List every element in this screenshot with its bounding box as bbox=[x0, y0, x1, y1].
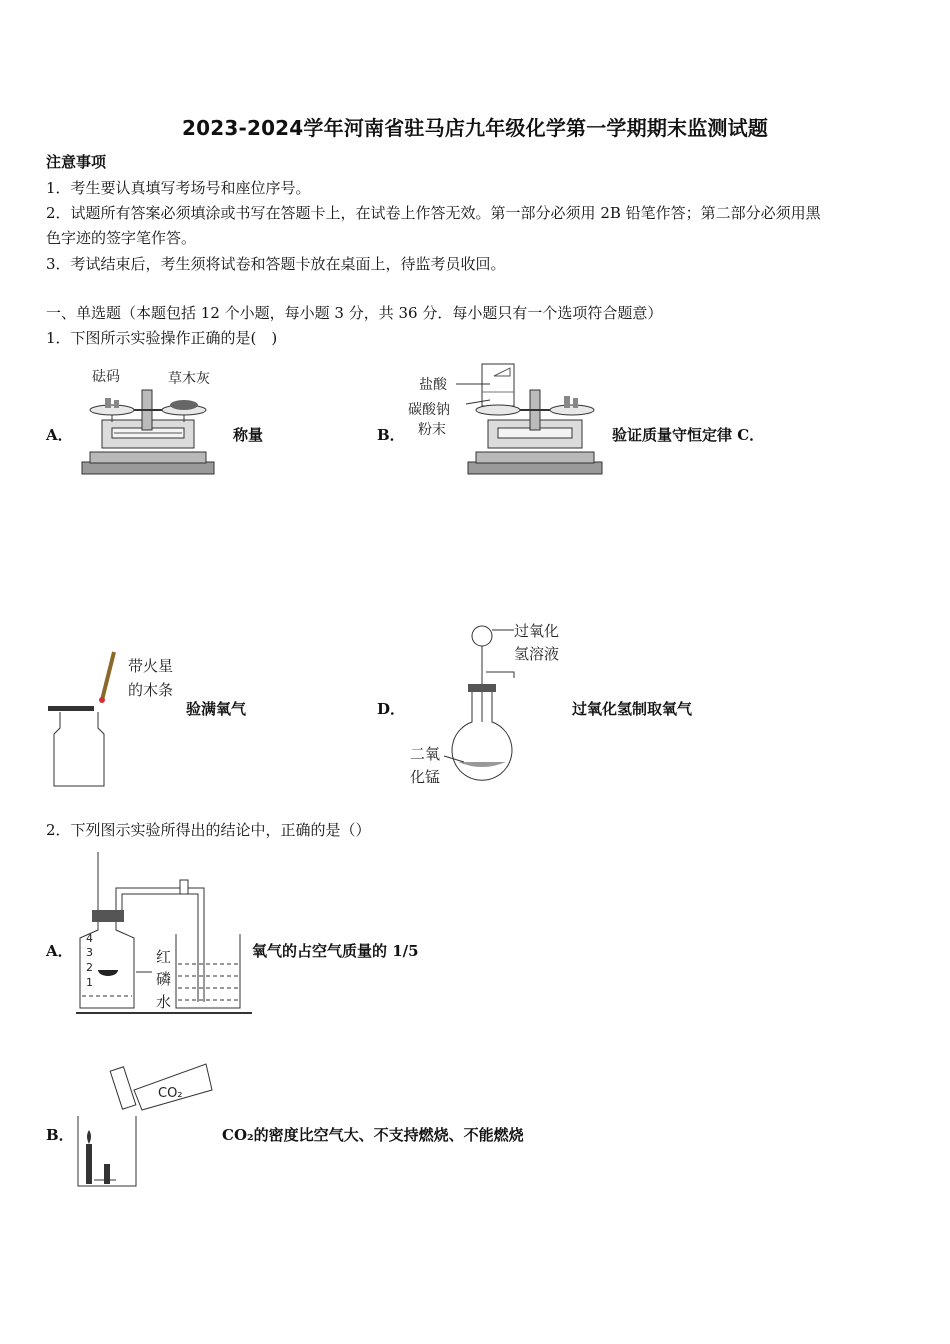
plant-ash-label: 草木灰 bbox=[168, 371, 210, 387]
red-label: 红 bbox=[156, 948, 172, 966]
scale-mark-3: 3 bbox=[86, 946, 93, 959]
peroxide-flask-figure bbox=[448, 622, 520, 782]
scale-mark-4: 4 bbox=[86, 932, 93, 945]
notice-1: 1．考生要认真填写考场号和座位序号。 bbox=[46, 179, 311, 197]
mno2-label-2: 化锰 bbox=[410, 768, 441, 786]
q1-option-c-text: 验满氧气 bbox=[186, 700, 247, 718]
notice-3: 3．考试结束后，考生须将试卷和答题卡放在桌面上，待监考员收回。 bbox=[46, 255, 506, 273]
balance-figure-b bbox=[460, 362, 610, 476]
notice-2-cont: 色字迹的签字笔作答。 bbox=[46, 229, 197, 247]
q2-option-a-text: 氧气的占空气质量的 1/5 bbox=[252, 942, 419, 960]
peroxide-label-1: 过氧化 bbox=[514, 622, 560, 640]
water-label: 水 bbox=[156, 993, 172, 1011]
acid-label: 盐酸 bbox=[419, 377, 447, 393]
q1-option-a-letter: A． bbox=[46, 426, 73, 444]
q1-option-b-text: 验证质量守恒定律 C． bbox=[612, 426, 765, 444]
section-heading: 一、单选题（本题包括 12 个小题，每小题 3 分，共 36 分．每小题只有一个选项符合题意） bbox=[46, 304, 663, 322]
powder-label: 粉末 bbox=[418, 422, 446, 438]
page-title: 2023-2024学年河南省驻马店九年级化学第一学期期末监测试题 bbox=[181, 116, 769, 140]
splint-label-2: 的木条 bbox=[128, 681, 174, 699]
q2-option-a-letter: A． bbox=[46, 942, 73, 960]
carbonate-label: 碳酸钠 bbox=[408, 402, 450, 418]
notice-heading: 注意事项 bbox=[46, 153, 107, 171]
scale-mark-1: 1 bbox=[86, 976, 93, 989]
q1-option-b-letter: B． bbox=[377, 426, 405, 444]
oxygen-test-figure bbox=[46, 650, 122, 790]
question-2-stem: 2．下列图示实验所得出的结论中，正确的是（） bbox=[46, 821, 371, 839]
balance-figure-a bbox=[78, 380, 218, 476]
q2-option-b-text: CO₂的密度比空气大、不支持燃烧、不能燃烧 bbox=[222, 1126, 524, 1144]
co2-bottle-label: CO₂ bbox=[158, 1086, 183, 1101]
q1-option-a-text: 称量 bbox=[233, 426, 264, 444]
peroxide-label-2: 氢溶液 bbox=[514, 645, 560, 663]
co2-candle-figure bbox=[76, 1060, 220, 1190]
weights-label: 砝码 bbox=[92, 369, 120, 385]
phosphorus-label: 磷 bbox=[156, 970, 172, 988]
question-1-stem: 1．下图所示实验操作正确的是( ) bbox=[46, 329, 278, 347]
q1-option-d-text: 过氧化氢制取氧气 bbox=[572, 700, 693, 718]
q2-option-b-letter: B． bbox=[46, 1126, 74, 1144]
scale-mark-2: 2 bbox=[86, 961, 93, 974]
q1-option-d-letter: D． bbox=[377, 700, 406, 718]
mno2-label-1: 二氧 bbox=[410, 745, 441, 763]
splint-label-1: 带火星 bbox=[128, 657, 174, 675]
notice-2: 2．试题所有答案必须填涂或书写在答题卡上，在试卷上作答无效。第一部分必须用 2B 铅笔作答；第二部分必须用黑 bbox=[46, 204, 821, 222]
